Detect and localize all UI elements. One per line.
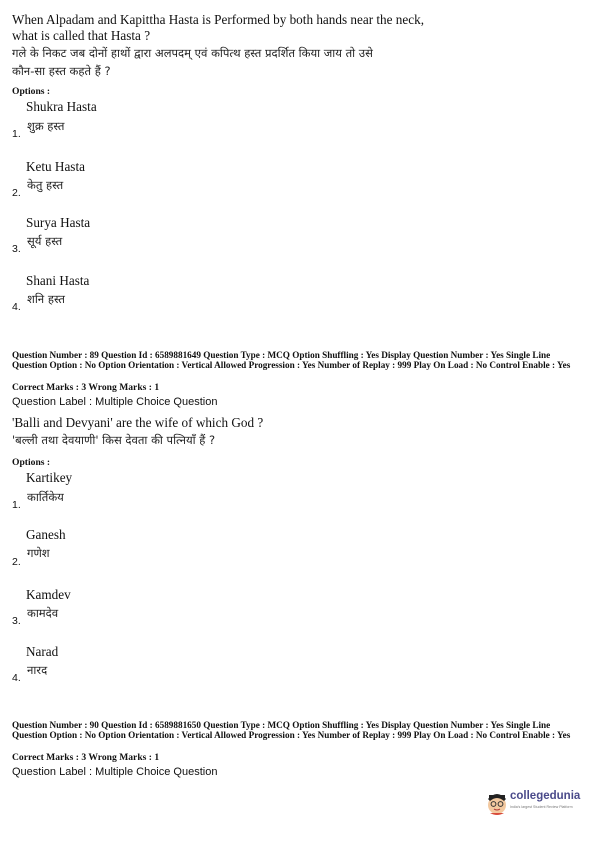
- q88-question-en-line2: what is called that Hasta ?: [12, 28, 151, 43]
- q89-marks: Correct Marks : 3 Wrong Marks : 1: [12, 382, 160, 393]
- q89-option-2-hi[interactable]: गणेश: [27, 546, 50, 560]
- q89-option-1-number: 1.: [12, 499, 21, 511]
- q88-option-2-hi[interactable]: केतु हस्त: [27, 178, 64, 192]
- q90-question-label: Question Label : Multiple Choice Question: [12, 766, 218, 778]
- q88-option-1-en[interactable]: Shukra Hasta: [26, 99, 97, 114]
- logo-tagline: India's largest Student Review Platform: [510, 805, 573, 809]
- q88-option-3-number: 3.: [12, 243, 21, 255]
- mascot-icon: [486, 789, 508, 815]
- q88-option-2-number: 2.: [12, 187, 21, 199]
- q88-option-4-en[interactable]: Shani Hasta: [26, 273, 90, 288]
- q89-option-3-hi[interactable]: कामदेव: [27, 606, 59, 620]
- q89-option-2-number: 2.: [12, 556, 21, 568]
- q89-option-4-number: 4.: [12, 672, 21, 684]
- q88-option-1-number: 1.: [12, 128, 21, 140]
- q89-option-3-en[interactable]: Kamdev: [26, 587, 71, 602]
- q89-option-1-en[interactable]: Kartikey: [26, 470, 73, 485]
- q89-option-4-hi[interactable]: नारद: [27, 663, 48, 677]
- q89-question-hi: 'बल्ली तथा देवयाणी' किस देवता की पत्नियाँ हैं ?: [12, 433, 216, 447]
- q88-question-hi-line2: कौन-सा हस्त कहते हैं ?: [12, 64, 111, 78]
- q89-option-3-number: 3.: [12, 615, 21, 627]
- q88-question-en-line1: When Alpadam and Kapittha Hasta is Performed by both hands near the neck,: [12, 12, 424, 27]
- q89-question-en: 'Balli and Devyani' are the wife of which God ?: [12, 415, 264, 430]
- q88-options-label: Options :: [12, 86, 51, 97]
- logo-wordmark: collegedunia: [510, 790, 581, 802]
- q88-question-hi-line1: गले के निकट जब दोनों हाथों द्वारा अलपदम् एवं कपित्थ हस्त प्रदर्शित किया जाय तो उसे: [12, 46, 373, 60]
- q88-option-3-en[interactable]: Surya Hasta: [26, 215, 91, 230]
- q89-meta: Question Number : 89 Question Id : 6589881649 Question Type : MCQ Option Shuffling : Yes Display Question Number : Yes Single Line Question Option : No Option Orientation : Vertical Allowed Progression : Yes Number of Replay : 999 Play On Load : No Control Enable : Yes: [12, 350, 571, 371]
- q89-options-label: Options :: [12, 457, 51, 468]
- q90-meta: Question Number : 90 Question Id : 6589881650 Question Type : MCQ Option Shuffling : Yes Display Question Number : Yes Single Line Question Option : No Option Orientation : Vertical Allowed Progression : Yes Number of Replay : 999 Play On Load : No Control Enable : Yes: [12, 720, 571, 741]
- q88-option-3-hi[interactable]: सूर्य हस्त: [27, 234, 63, 248]
- collegedunia-logo[interactable]: [486, 787, 586, 817]
- q88-option-1-hi[interactable]: शुक्र हस्त: [27, 119, 65, 133]
- q88-option-4-number: 4.: [12, 301, 21, 313]
- q89-option-4-en[interactable]: Narad: [26, 644, 59, 659]
- q89-option-1-hi[interactable]: कार्तिकेय: [27, 490, 64, 504]
- q89-question-label: Question Label : Multiple Choice Question: [12, 396, 218, 408]
- q89-option-2-en[interactable]: Ganesh: [26, 527, 66, 542]
- q88-option-2-en[interactable]: Ketu Hasta: [26, 159, 85, 174]
- q88-option-4-hi[interactable]: शनि हस्त: [27, 292, 65, 306]
- q90-marks: Correct Marks : 3 Wrong Marks : 1: [12, 752, 160, 763]
